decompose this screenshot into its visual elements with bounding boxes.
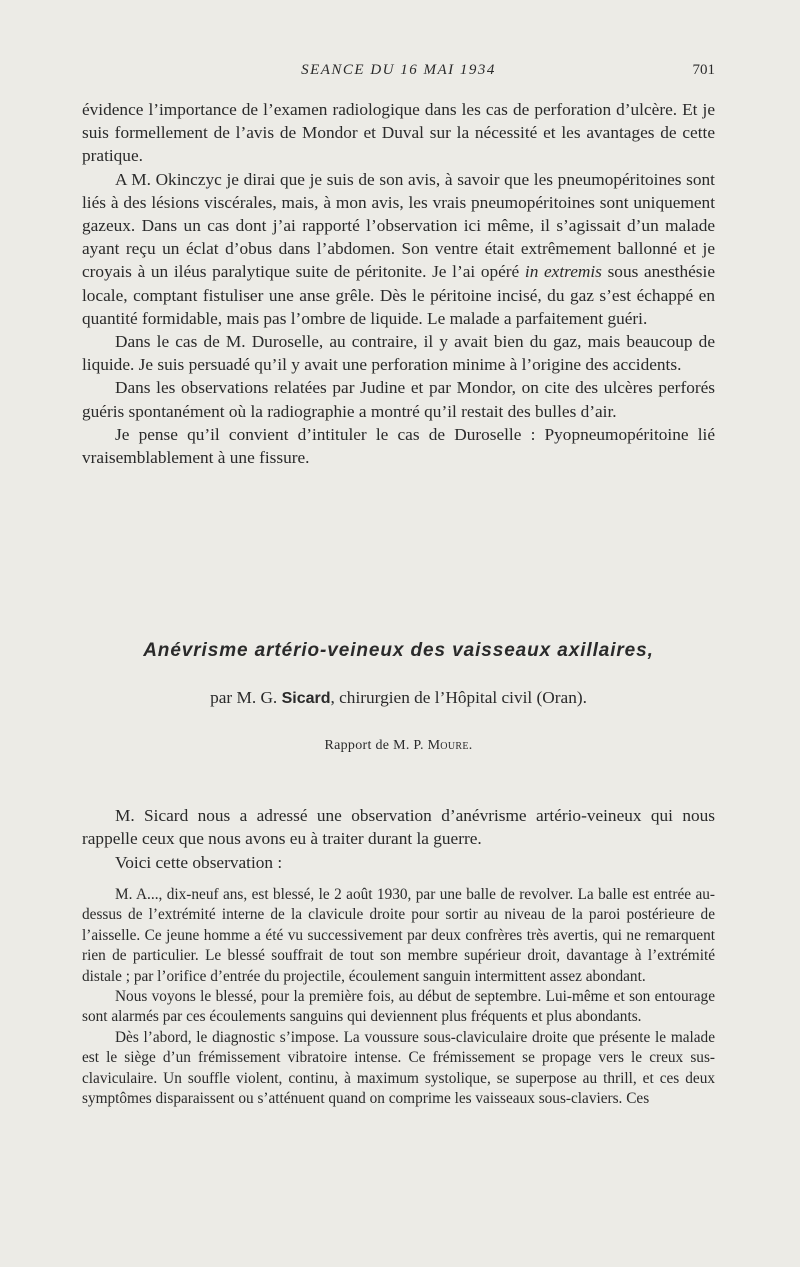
- paragraph: Dans les observations relatées par Judine et par Mondor, on cite des ulcères perforés guéris spontanément où la radiographie a montré qu’il restait des bulles d’air.: [82, 378, 715, 421]
- paragraph: M. Sicard nous a adressé une observation d’anévrisme artério-veineux qui nous rappelle ceux que nous avons eu à traiter durant la guerre.: [82, 806, 715, 849]
- byline-prefix: par M. G.: [210, 688, 282, 707]
- report-prefix: Rapport de M. P.: [324, 738, 428, 753]
- author-name: Sicard: [281, 690, 331, 707]
- byline: [82, 688, 715, 708]
- paragraph: Dès l’abord, le diagnostic s’impose. La voussure sous-claviculaire droite que présente le malade est le siège d’un frémissement vibratoire intense. Ce frémissement se propage vers le creux sus-claviculaire. Un souffle violent, continu, à maximum systolique, se superpose au thrill, et ces deux symptômes disparaissent ou s’atténuent quand on comprime les vaisseaux sous-claviers. Ces: [82, 1028, 715, 1108]
- article-title: Anévrisme artério-veineux des vaisseaux axillaires,: [143, 640, 654, 661]
- paragraph: Voici cette observation :: [115, 852, 283, 872]
- page-header: [82, 62, 715, 82]
- paragraph: Nous voyons le blessé, pour la première fois, au début de septembre. Lui-même et son entourage sont alarmés par ces écoulements sanguins qui deviennent plus fréquents et plus abondants.: [82, 988, 715, 1026]
- byline-suffix: , chirurgien de l’Hôpital civil (Oran).: [330, 688, 587, 707]
- page-number: 701: [692, 62, 715, 78]
- latin-phrase: in extremis: [524, 262, 602, 282]
- paragraph: [82, 168, 715, 330]
- case-observation: [82, 885, 715, 1109]
- report-line: [82, 738, 715, 754]
- reporter-name: Moure: [427, 738, 469, 753]
- paragraph: Je pense qu’il convient d’intituler le cas de Duroselle : Pyopneumopéritoine lié vraisemblablement à une fissure.: [82, 424, 715, 468]
- paragraph: évidence l’importance de l’examen radiologique dans les cas de perforation d’ulcère. Et je suis formellement de l’avis de Mondor et Duval sur la nécessité et les avantages de cette pratique.: [82, 100, 715, 166]
- running-title: SEANCE DU 16 MAI 1934: [301, 62, 496, 78]
- report-suffix: .: [468, 738, 473, 753]
- paragraph: M. A..., dix-neuf ans, est blessé, le 2 août 1930, par une balle de revolver. La balle est entrée au-dessus de l’extrémité interne de la clavicule droite pour sortir au niveau de la paroi postérieure de l’aisselle. Ce jeune homme a été vu successivement par deux confrères très avertis, qui ne remarquent rien de particulier. Le blessé souffrait de tout son membre supérieur droit, davantage à l’extrémité distale ; par l’orifice d’entrée du projectile, écoulement sanguin intermittent assez abondant.: [82, 886, 715, 985]
- article-intro: [82, 804, 715, 874]
- paragraph-text: A M. Okinczyc je dirai que je suis de son avis, à savoir que les pneumopéritoines sont liés à des lésions viscérales, mais, à mon avis, les vrais pneumopéritoines sont uniquement gazeux. Dans un cas dont j’ai rapporté l’observation ici même, il s’agissait d’un malade ayant reçu un éclat d’obus dans l’abdomen. Son ventre était extrêmement ballonné et je croyais à un iléus paralytique suite de péritonite. Je l’ai opéré: [82, 169, 715, 282]
- paragraph: Dans le cas de M. Duroselle, au contraire, il y avait bien du gaz, mais beaucoup de liquide. Je suis persuadé qu’il y avait une perforation minime à l’origine des accidents.: [82, 332, 715, 375]
- paragraph-text: sous anesthésie locale, comptant fistuliser une anse grêle. Dès le péritoine incisé, du gaz s’est échappé en quantité formidable, mais pas l’ombre de liquide. Le malade a parfaitement guéri.: [82, 262, 715, 328]
- discussion-text: [82, 98, 715, 469]
